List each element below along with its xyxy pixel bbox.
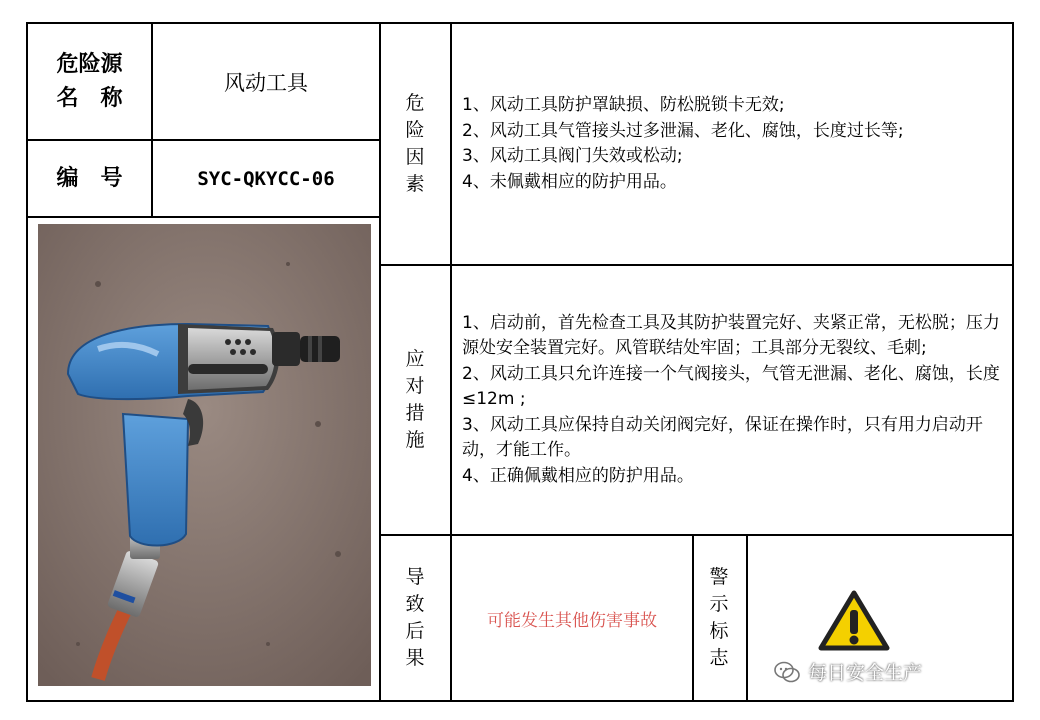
- risk-factor-item: 3、风动工具阀门失效或松动;: [462, 146, 683, 166]
- measure-item: 3、风动工具应保持自动关闭阀完好，保证在操作时，只有用力启动开动，才能工作。: [462, 414, 983, 461]
- hazard-name-label-line1: 危险源: [56, 51, 123, 77]
- measures-content: [452, 266, 1014, 534]
- hazard-name-label-line2: 名 称: [56, 85, 123, 111]
- measure-item: 2、风动工具只允许连接一个气阀接头，气管无泄漏、老化、腐蚀，长度≤12m ;: [462, 363, 1000, 410]
- risk-factor-item: 1、风动工具防护罩缺损、防松脱锁卡无效;: [462, 95, 785, 115]
- risk-factors-content: [452, 24, 1014, 264]
- risk-factors-label: 危险因素: [405, 92, 425, 195]
- measure-item: 1、启动前，首先检查工具及其防护装置完好、夹紧正常，无松脱；压力源处安全装置完好。风管联结处牢固；工具部分无裂纹、毛刺;: [462, 312, 1000, 359]
- warning-sign-label: 警示标志: [709, 566, 729, 669]
- hazard-name-label: [28, 24, 151, 139]
- risk-factor-item: 4、未佩戴相应的防护用品。: [462, 171, 677, 192]
- consequence-label: 导致后果: [405, 566, 425, 669]
- measures-label: 应对措施: [405, 348, 425, 451]
- divider-warning: [746, 534, 748, 700]
- code-value: SYC-QKYCC-06: [197, 167, 335, 190]
- wechat-icon: [774, 661, 800, 683]
- watermark-text: 每日安全生产: [808, 662, 923, 684]
- risk-factor-item: 2、风动工具气管接头过多泄漏、老化、腐蚀，长度过长等;: [462, 120, 904, 141]
- tool-photo: [38, 224, 371, 686]
- divider-code-row: [28, 216, 379, 218]
- risk-factors-list: [462, 93, 904, 195]
- hazard-name-value: 风动工具: [224, 70, 308, 95]
- watermark: [774, 658, 922, 685]
- divider-consequence: [692, 534, 694, 700]
- warning-triangle-icon: [818, 590, 890, 652]
- pneumatic-tool-image: [38, 224, 371, 686]
- measure-item: 4、正确佩戴相应的防护用品。: [462, 465, 694, 486]
- divider-left-col: [379, 24, 381, 700]
- consequence-value: 可能发生其他伤害事故: [487, 610, 657, 631]
- code-label: 编 号: [56, 165, 123, 191]
- measures-list: [462, 311, 1000, 490]
